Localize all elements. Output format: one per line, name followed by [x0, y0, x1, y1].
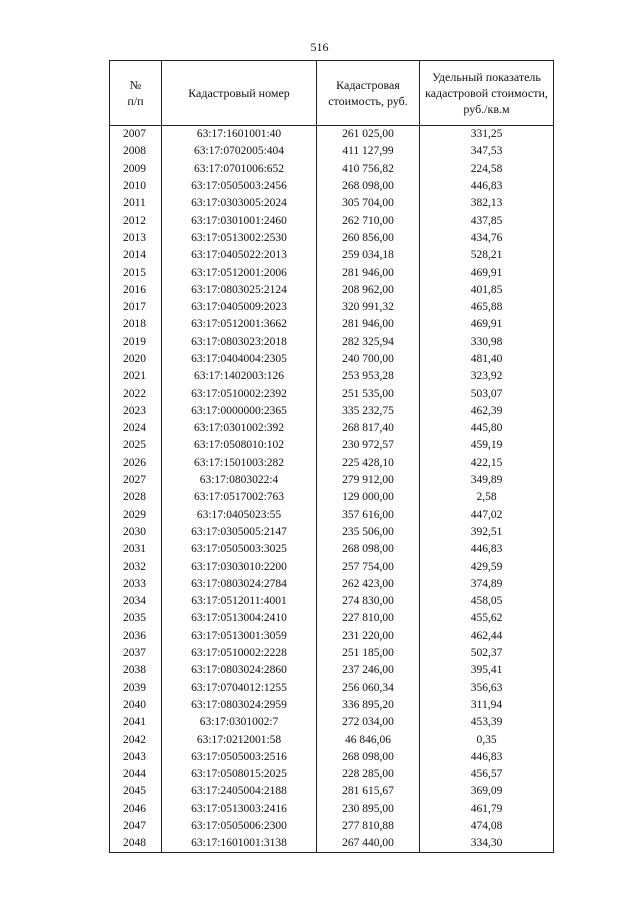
specific-value: 382,13	[420, 195, 554, 212]
cadastral-cost: 281 946,00	[317, 264, 420, 281]
cadastral-number: 63:17:0510002:2392	[162, 385, 317, 402]
cadastral-number: 63:17:0513003:2416	[162, 801, 317, 818]
cadastral-number: 63:17:0513004:2410	[162, 610, 317, 627]
specific-value: 446,83	[420, 749, 554, 766]
specific-value: 446,83	[420, 178, 554, 195]
table-row	[110, 351, 554, 368]
table-row	[110, 282, 554, 299]
cadastral-cost: 410 756,82	[317, 161, 420, 178]
cadastral-number: 63:17:0000000:2365	[162, 403, 317, 420]
row-number: 2030	[110, 524, 162, 541]
cadastral-number: 63:17:0505006:2300	[162, 818, 317, 835]
specific-value: 502,37	[420, 645, 554, 662]
table-row	[110, 680, 554, 697]
table-row	[110, 766, 554, 783]
cadastral-cost: 268 098,00	[317, 749, 420, 766]
row-number: 2032	[110, 558, 162, 575]
cadastral-number: 63:17:0512001:2006	[162, 264, 317, 281]
table-row	[110, 610, 554, 627]
cadastral-cost: 267 440,00	[317, 835, 420, 853]
table-row	[110, 143, 554, 160]
specific-value: 395,41	[420, 662, 554, 679]
table-row	[110, 645, 554, 662]
table-row	[110, 264, 554, 281]
table-row	[110, 178, 554, 195]
table-row	[110, 783, 554, 800]
specific-value: 330,98	[420, 334, 554, 351]
row-number: 2045	[110, 783, 162, 800]
cadastral-number: 63:17:0803025:2124	[162, 282, 317, 299]
specific-value: 434,76	[420, 230, 554, 247]
cadastral-cost: 274 830,00	[317, 593, 420, 610]
table-header-row	[110, 61, 554, 126]
cadastral-number: 63:17:0212001:58	[162, 731, 317, 748]
table-row	[110, 385, 554, 402]
cadastral-number: 63:17:1601001:3138	[162, 835, 317, 853]
row-number: 2016	[110, 282, 162, 299]
row-number: 2043	[110, 749, 162, 766]
row-number: 2027	[110, 472, 162, 489]
cadastral-cost: 129 000,00	[317, 489, 420, 506]
table-row	[110, 835, 554, 853]
cadastral-number: 63:17:0303010:2200	[162, 558, 317, 575]
row-number: 2023	[110, 403, 162, 420]
cadastral-number: 63:17:0404004:2305	[162, 351, 317, 368]
header-specific-value: Удельный показатель кадастровой стоимости, руб./кв.м	[420, 61, 554, 126]
row-number: 2017	[110, 299, 162, 316]
specific-value: 459,19	[420, 437, 554, 454]
specific-value: 474,08	[420, 818, 554, 835]
cadastral-cost: 256 060,34	[317, 680, 420, 697]
specific-value: 469,91	[420, 316, 554, 333]
specific-value: 437,85	[420, 212, 554, 229]
row-number: 2028	[110, 489, 162, 506]
cadastral-number: 63:17:0505003:3025	[162, 541, 317, 558]
specific-value: 462,44	[420, 628, 554, 645]
cadastral-number: 63:17:0704012:1255	[162, 680, 317, 697]
specific-value: 401,85	[420, 282, 554, 299]
specific-value: 2,58	[420, 489, 554, 506]
row-number: 2047	[110, 818, 162, 835]
cadastral-cost: 257 754,00	[317, 558, 420, 575]
specific-value: 456,57	[420, 766, 554, 783]
table-row	[110, 507, 554, 524]
cadastral-cost: 231 220,00	[317, 628, 420, 645]
cadastral-number: 63:17:2405004:2188	[162, 783, 317, 800]
cadastral-number: 63:17:0301002:392	[162, 420, 317, 437]
specific-value: 349,89	[420, 472, 554, 489]
row-number: 2014	[110, 247, 162, 264]
specific-value: 446,83	[420, 541, 554, 558]
table-row	[110, 628, 554, 645]
row-number: 2046	[110, 801, 162, 818]
specific-value: 458,05	[420, 593, 554, 610]
row-number: 2007	[110, 126, 162, 144]
cadastral-cost: 225 428,10	[317, 455, 420, 472]
cadastral-number: 63:17:0305005:2147	[162, 524, 317, 541]
row-number: 2029	[110, 507, 162, 524]
cadastral-number: 63:17:0301002:7	[162, 714, 317, 731]
specific-value: 224,58	[420, 161, 554, 178]
cadastral-number: 63:17:0517002:763	[162, 489, 317, 506]
table-row	[110, 801, 554, 818]
cadastral-number: 63:17:0510002:2228	[162, 645, 317, 662]
cadastral-cost: 235 506,00	[317, 524, 420, 541]
row-number: 2011	[110, 195, 162, 212]
specific-value: 503,07	[420, 385, 554, 402]
table-row	[110, 662, 554, 679]
table-row	[110, 212, 554, 229]
table-row	[110, 126, 554, 144]
specific-value: 481,40	[420, 351, 554, 368]
cadastral-cost: 279 912,00	[317, 472, 420, 489]
cadastral-number: 63:17:0303005:2024	[162, 195, 317, 212]
cadastral-cost: 227 810,00	[317, 610, 420, 627]
specific-value: 447,02	[420, 507, 554, 524]
cadastral-number: 63:17:0513002:2530	[162, 230, 317, 247]
specific-value: 455,62	[420, 610, 554, 627]
row-number: 2012	[110, 212, 162, 229]
specific-value: 462,39	[420, 403, 554, 420]
cadastral-cost: 268 098,00	[317, 541, 420, 558]
cadastral-cost: 208 962,00	[317, 282, 420, 299]
table-row	[110, 731, 554, 748]
specific-value: 323,92	[420, 368, 554, 385]
table-row	[110, 593, 554, 610]
specific-value: 374,89	[420, 576, 554, 593]
table-row	[110, 472, 554, 489]
cadastral-number: 63:17:0803024:2860	[162, 662, 317, 679]
row-number: 2036	[110, 628, 162, 645]
cadastral-number: 63:17:1402003:126	[162, 368, 317, 385]
header-cadastral-cost: Кадастровая стоимость, руб.	[317, 61, 420, 126]
specific-value: 422,15	[420, 455, 554, 472]
table-row	[110, 420, 554, 437]
cadastral-cost: 237 246,00	[317, 662, 420, 679]
specific-value: 0,35	[420, 731, 554, 748]
cadastral-cost: 230 895,00	[317, 801, 420, 818]
row-number: 2010	[110, 178, 162, 195]
specific-value: 369,09	[420, 783, 554, 800]
cadastral-cost: 259 034,18	[317, 247, 420, 264]
cadastral-cost: 268 817,40	[317, 420, 420, 437]
table-row	[110, 316, 554, 333]
specific-value: 356,63	[420, 680, 554, 697]
row-number: 2013	[110, 230, 162, 247]
specific-value: 445,80	[420, 420, 554, 437]
cadastral-number: 63:17:0505003:2516	[162, 749, 317, 766]
specific-value: 311,94	[420, 697, 554, 714]
cadastral-cost: 411 127,99	[317, 143, 420, 160]
specific-value: 465,88	[420, 299, 554, 316]
specific-value: 528,21	[420, 247, 554, 264]
row-number: 2031	[110, 541, 162, 558]
cadastral-number: 63:17:0405023:55	[162, 507, 317, 524]
row-number: 2020	[110, 351, 162, 368]
specific-value: 453,39	[420, 714, 554, 731]
table-row	[110, 524, 554, 541]
cadastral-number: 63:17:0512011:4001	[162, 593, 317, 610]
row-number: 2025	[110, 437, 162, 454]
cadastral-cost: 262 423,00	[317, 576, 420, 593]
cadastral-cost: 251 535,00	[317, 385, 420, 402]
table-row	[110, 818, 554, 835]
page-number: 516	[310, 40, 329, 54]
cadastral-cost: 228 285,00	[317, 766, 420, 783]
cadastral-number: 63:17:0405022:2013	[162, 247, 317, 264]
header-row-number: № п/п	[110, 61, 162, 126]
cadastral-number: 63:17:0301001:2460	[162, 212, 317, 229]
cadastral-number: 63:17:0803023:2018	[162, 334, 317, 351]
table-row	[110, 161, 554, 178]
cadastral-number: 63:17:0803024:2784	[162, 576, 317, 593]
cadastral-cost: 261 025,00	[317, 126, 420, 144]
cadastral-cost: 336 895,20	[317, 697, 420, 714]
specific-value: 392,51	[420, 524, 554, 541]
cadastral-cost: 281 946,00	[317, 316, 420, 333]
table-row	[110, 489, 554, 506]
table-row	[110, 541, 554, 558]
cadastral-number: 63:17:0702005:404	[162, 143, 317, 160]
table-row	[110, 714, 554, 731]
cadastral-cost: 281 615,67	[317, 783, 420, 800]
row-number: 2037	[110, 645, 162, 662]
row-number: 2042	[110, 731, 162, 748]
cadastral-cost: 268 098,00	[317, 178, 420, 195]
cadastral-number: 63:17:1501003:282	[162, 455, 317, 472]
cadastral-cost: 253 953,28	[317, 368, 420, 385]
table-row	[110, 368, 554, 385]
cadastral-number: 63:17:0508010:102	[162, 437, 317, 454]
table-row	[110, 558, 554, 575]
specific-value: 429,59	[420, 558, 554, 575]
cadastral-cost: 282 325,94	[317, 334, 420, 351]
row-number: 2022	[110, 385, 162, 402]
row-number: 2039	[110, 680, 162, 697]
row-number: 2026	[110, 455, 162, 472]
cadastral-number: 63:17:0513001:3059	[162, 628, 317, 645]
specific-value: 461,79	[420, 801, 554, 818]
cadastral-number: 63:17:0405009:2023	[162, 299, 317, 316]
specific-value: 469,91	[420, 264, 554, 281]
cadastral-cost: 305 704,00	[317, 195, 420, 212]
cadastral-cost: 357 616,00	[317, 507, 420, 524]
table-row	[110, 437, 554, 454]
table-row	[110, 247, 554, 264]
table-row	[110, 455, 554, 472]
cadastral-cost: 320 991,32	[317, 299, 420, 316]
row-number: 2024	[110, 420, 162, 437]
cadastral-number: 63:17:0512001:3662	[162, 316, 317, 333]
row-number: 2009	[110, 161, 162, 178]
cadastral-cost: 277 810,88	[317, 818, 420, 835]
row-number: 2019	[110, 334, 162, 351]
table-body	[110, 126, 554, 853]
cadastral-number: 63:17:0803024:2959	[162, 697, 317, 714]
cadastral-number: 63:17:0508015:2025	[162, 766, 317, 783]
table-row	[110, 195, 554, 212]
cadastral-cost: 335 232,75	[317, 403, 420, 420]
row-number: 2008	[110, 143, 162, 160]
row-number: 2048	[110, 835, 162, 853]
cadastral-value-table	[109, 60, 554, 853]
row-number: 2034	[110, 593, 162, 610]
cadastral-cost: 46 846,06	[317, 731, 420, 748]
specific-value: 331,25	[420, 126, 554, 144]
header-cadastral-number: Кадастровый номер	[162, 61, 317, 126]
row-number: 2021	[110, 368, 162, 385]
cadastral-cost: 251 185,00	[317, 645, 420, 662]
cadastral-cost: 240 700,00	[317, 351, 420, 368]
cadastral-cost: 260 856,00	[317, 230, 420, 247]
cadastral-cost: 262 710,00	[317, 212, 420, 229]
row-number: 2041	[110, 714, 162, 731]
cadastral-number: 63:17:0701006:652	[162, 161, 317, 178]
specific-value: 334,30	[420, 835, 554, 853]
row-number: 2038	[110, 662, 162, 679]
row-number: 2040	[110, 697, 162, 714]
table-row	[110, 697, 554, 714]
row-number: 2015	[110, 264, 162, 281]
table-row	[110, 334, 554, 351]
specific-value: 347,53	[420, 143, 554, 160]
table-row	[110, 230, 554, 247]
table-row	[110, 403, 554, 420]
row-number: 2033	[110, 576, 162, 593]
row-number: 2035	[110, 610, 162, 627]
cadastral-number: 63:17:0803022:4	[162, 472, 317, 489]
row-number: 2018	[110, 316, 162, 333]
table-row	[110, 576, 554, 593]
cadastral-cost: 230 972,57	[317, 437, 420, 454]
cadastral-number: 63:17:1601001:40	[162, 126, 317, 144]
table-row	[110, 749, 554, 766]
row-number: 2044	[110, 766, 162, 783]
table-row	[110, 299, 554, 316]
cadastral-number: 63:17:0505003:2456	[162, 178, 317, 195]
cadastral-cost: 272 034,00	[317, 714, 420, 731]
